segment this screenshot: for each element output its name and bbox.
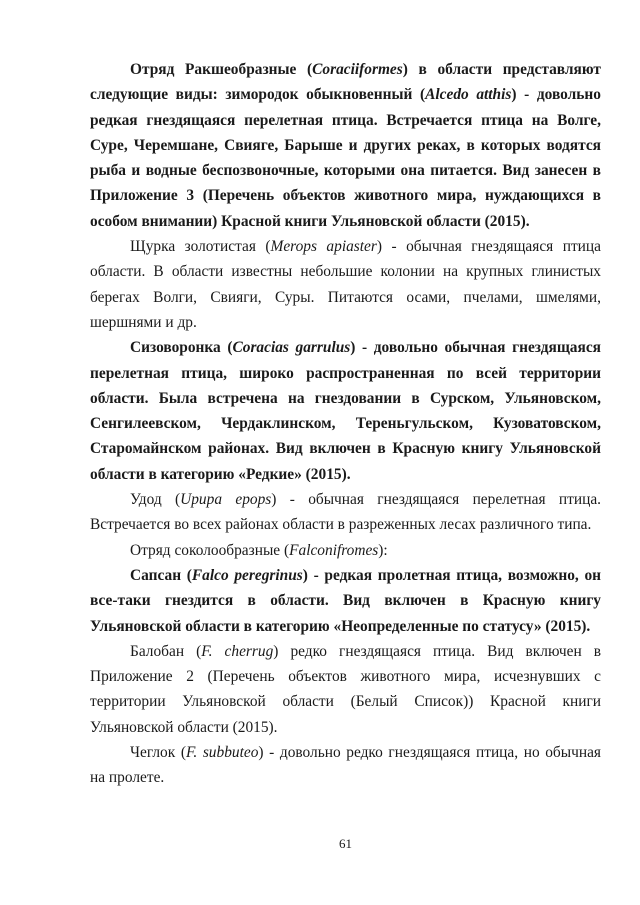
species-name: Alcedo atthis: [425, 86, 512, 104]
paragraph-upupa: [90, 487, 601, 538]
page-number: 61: [339, 836, 352, 851]
text-run: Балобан (: [130, 642, 202, 660]
species-name: Coraciiformes: [312, 61, 403, 78]
text-run: ) - обычная гнездящаяся перелетная птица. Встречается во всех районах области в разреженных лесах различного типа.: [90, 491, 601, 534]
paragraph-coracias: [90, 335, 601, 487]
text-run: Удод (: [130, 491, 181, 509]
species-name: Falconifromes: [289, 541, 379, 559]
text-run: Отряд Ракшеобразные (: [130, 61, 313, 78]
paragraph-falco-peregrinus: [90, 563, 601, 639]
text-run: Чеглок (: [130, 744, 186, 762]
text-run: ) - довольно редкая гнездящаяся перелетная птица. Встречается птица на Волге, Суре, Черемшане, Свияге, Барыше и других реках, в которых водятся рыба и водные беспозвоночные, которыми она питается. Вид занесен в Приложение 3 (Перечень объектов животного мира, нуждающихся в особом внимании) Красной книги Ульяновской области (2015).: [90, 86, 601, 230]
paragraph-falconiformes: [90, 538, 601, 563]
text-run: Сизоворонка (: [130, 339, 233, 357]
text-run: ) в области представляют следующие виды: зимородок обыкновенный (: [90, 61, 601, 104]
text-run: ):: [378, 541, 388, 559]
species-name: Merops apiaster: [270, 238, 377, 256]
species-name: Falco peregrinus: [191, 566, 303, 584]
text-run: ) - довольно редко гнездящаяся птица, но обычная на пролете.: [90, 744, 601, 787]
paragraph-falco-cherrug: [90, 639, 601, 740]
document-page: [90, 57, 601, 791]
species-name: F. cherrug: [201, 642, 274, 660]
paragraph-falco-subbuteo: [90, 740, 601, 791]
species-name: Upupa epops: [180, 491, 272, 509]
text-run: Щурка золотистая (: [130, 238, 271, 256]
species-name: F. subbuteo: [185, 744, 259, 762]
text-run: ) - обычная гнездящаяся птица области. В области известны небольшие колонии на крупных глинистых берегах Волги, Свияги, Суры. Питаются осами, пчелами, шмелями, шершнями и др.: [90, 238, 601, 331]
text-run: Отряд соколообразные (: [130, 541, 290, 559]
text-run: ) - редкая пролетная птица, возможно, он все-таки гнездится в области. Вид включен в Красную книгу Ульяновской области в категорию «Неопределенные по статусу» (2015).: [90, 566, 602, 635]
text-run: Сапсан (: [130, 566, 192, 584]
paragraph-coraciiformes: [90, 57, 601, 234]
text-run: ) редко гнездящаяся птица. Вид включен в Приложение 2 (Перечень объектов животного мира, исчезнувших с территории Ульяновской области (Белый Список)) Красной книги Ульяновской области (2015).: [90, 642, 601, 736]
text-run: ) - довольно обычная гнездящаяся перелетная птица, широко распространенная по всей территории области. Была встречена на гнездовании в Сурском, Ульяновском, Сенгилеевском, Чердаклинском, Тереньгульском, Кузоватовском, Старомайнском районах. Вид включен в Красную книгу Ульяновской области в категорию «Редкие» (2015).: [90, 339, 601, 483]
species-name: Coracias garrulus: [232, 339, 351, 357]
paragraph-merops: [90, 234, 601, 335]
